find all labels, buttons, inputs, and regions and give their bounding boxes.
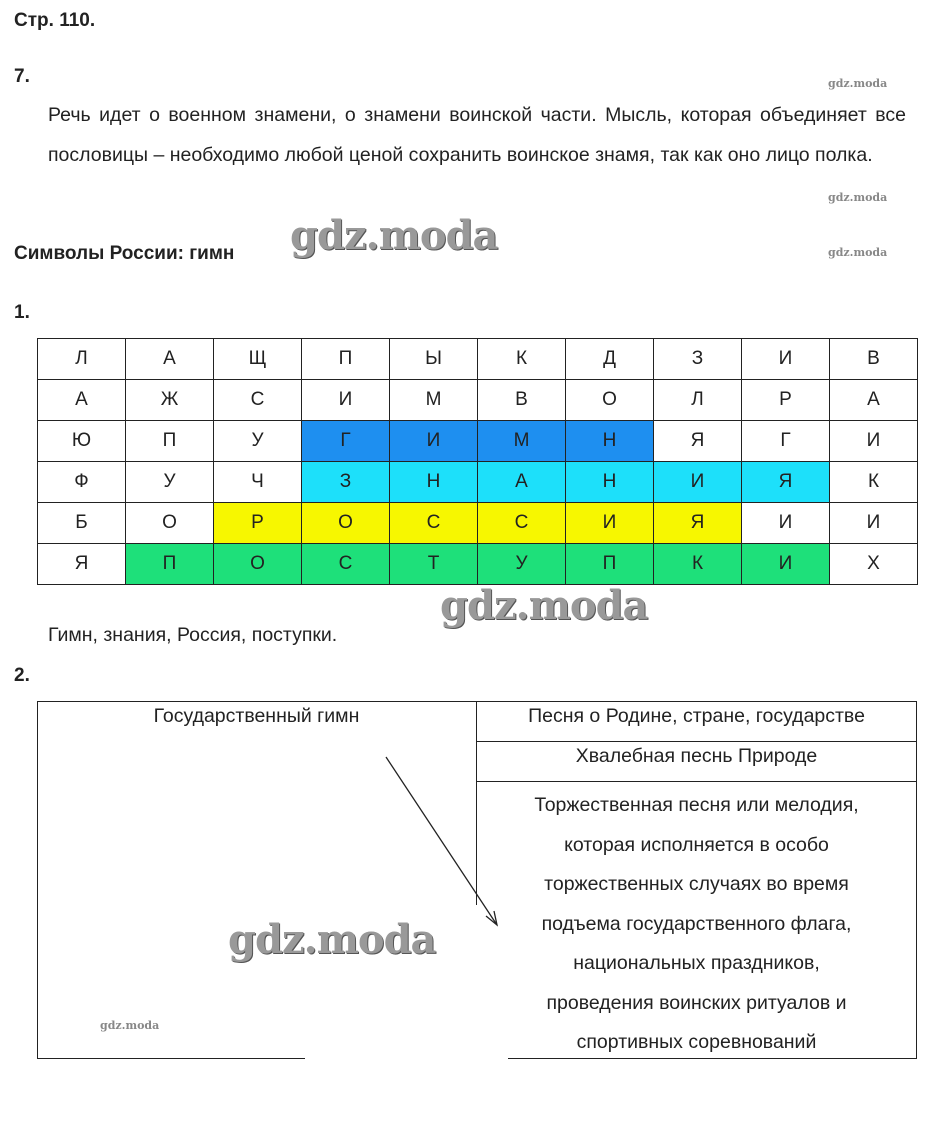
task-1-number: 1. (14, 302, 30, 323)
grid-cell: Н (566, 421, 654, 462)
task-7-text: Речь идет о военном знамени, о знамени воинской части. Мысль, которая объединяет все пословицы – необходимо любой ценой сохранить воинское знамя, так как оно лицо полка. (48, 104, 906, 166)
grid-cell: М (478, 421, 566, 462)
grid-cell: У (126, 462, 214, 503)
definition-1: Песня о Родине, стране, государстве (528, 705, 865, 727)
grid-cell: О (126, 503, 214, 544)
definition-3-line: проведения воинских ритуалов и (546, 991, 847, 1014)
grid-cell: З (302, 462, 390, 503)
task-2-number: 2. (14, 665, 30, 686)
grid-cell: К (830, 462, 918, 503)
grid-cell: И (302, 380, 390, 421)
watermark-small: gdz.moda (828, 77, 888, 90)
grid-cell: Ю (38, 421, 126, 462)
page-reference: Стр. 110. (14, 10, 96, 31)
grid-cell: А (38, 380, 126, 421)
grid-cell: Л (38, 339, 126, 380)
definition-3-line: Торжественная песня или мелодия, (534, 794, 859, 816)
grid-cell: В (478, 380, 566, 421)
grid-cell: И (830, 421, 918, 462)
grid-cell: И (830, 503, 918, 544)
grid-cell: Р (742, 380, 830, 421)
grid-cell: Я (654, 421, 742, 462)
grid-cell: С (478, 503, 566, 544)
grid-cell: Ж (126, 380, 214, 421)
grid-cell: И (742, 503, 830, 544)
grid-cell: К (654, 544, 742, 585)
watermark-small: gdz.moda (828, 246, 888, 259)
grid-cell: Н (390, 462, 478, 503)
grid-cell: Л (654, 380, 742, 421)
grid-cell: Я (742, 462, 830, 503)
task-1-answer: Гимн, знания, Россия, поступки. (48, 624, 338, 646)
grid-cell: И (566, 503, 654, 544)
grid-cell: И (390, 421, 478, 462)
grid-cell: Д (566, 339, 654, 380)
task-7-number: 7. (14, 66, 30, 87)
grid-cell: Т (390, 544, 478, 585)
grid-cell: У (214, 421, 302, 462)
grid-cell: А (830, 380, 918, 421)
left-term: Государственный гимн (153, 705, 360, 727)
grid-cell: Ч (214, 462, 302, 503)
grid-cell: П (126, 544, 214, 585)
grid-cell: С (302, 544, 390, 585)
grid-cell: В (830, 339, 918, 380)
grid-cell: А (126, 339, 214, 380)
grid-cell: К (478, 339, 566, 380)
grid-cell: П (566, 544, 654, 585)
watermark-logo: gdz.moda (290, 212, 498, 259)
grid-cell: Х (830, 544, 918, 585)
watermark-small: gdz.moda (100, 1019, 160, 1032)
definition-3-line: национальных праздников, (573, 952, 820, 974)
grid-cell: П (126, 421, 214, 462)
grid-cell: О (214, 544, 302, 585)
watermark-logo: gdz.moda (228, 916, 436, 963)
definition-3-line: торжественных случаях во время (544, 873, 849, 895)
watermark-logo: gdz.moda (440, 582, 648, 629)
grid-cell: З (654, 339, 742, 380)
definition-3-line: подъема государственного флага, (541, 912, 852, 935)
definition-3-line: спортивных соревнований (576, 1031, 817, 1053)
grid-cell: Щ (214, 339, 302, 380)
grid-cell: М (390, 380, 478, 421)
grid-cell: У (478, 544, 566, 585)
grid-cell: О (302, 503, 390, 544)
definition-3-line: которая исполняется в особо (564, 833, 829, 856)
grid-cell: Р (214, 503, 302, 544)
grid-cell: Г (742, 421, 830, 462)
grid-cell: Б (38, 503, 126, 544)
grid-cell: Ф (38, 462, 126, 503)
watermark-small: gdz.moda (828, 191, 888, 204)
arrow-line (386, 757, 497, 925)
grid-cell: И (654, 462, 742, 503)
grid-cell: С (214, 380, 302, 421)
definition-2: Хвалебная песнь Природе (575, 745, 818, 767)
arrow-head-icon (486, 911, 497, 925)
grid-cell: И (742, 339, 830, 380)
grid-cell: О (566, 380, 654, 421)
section-title: Символы России: гимн (14, 243, 235, 264)
grid-cell: Г (302, 421, 390, 462)
grid-cell: И (742, 544, 830, 585)
grid-cell: Н (566, 462, 654, 503)
grid-cell: Я (38, 544, 126, 585)
grid-cell: С (390, 503, 478, 544)
grid-cell: П (302, 339, 390, 380)
grid-cell: Ы (390, 339, 478, 380)
grid-cell: А (478, 462, 566, 503)
grid-cell: Я (654, 503, 742, 544)
